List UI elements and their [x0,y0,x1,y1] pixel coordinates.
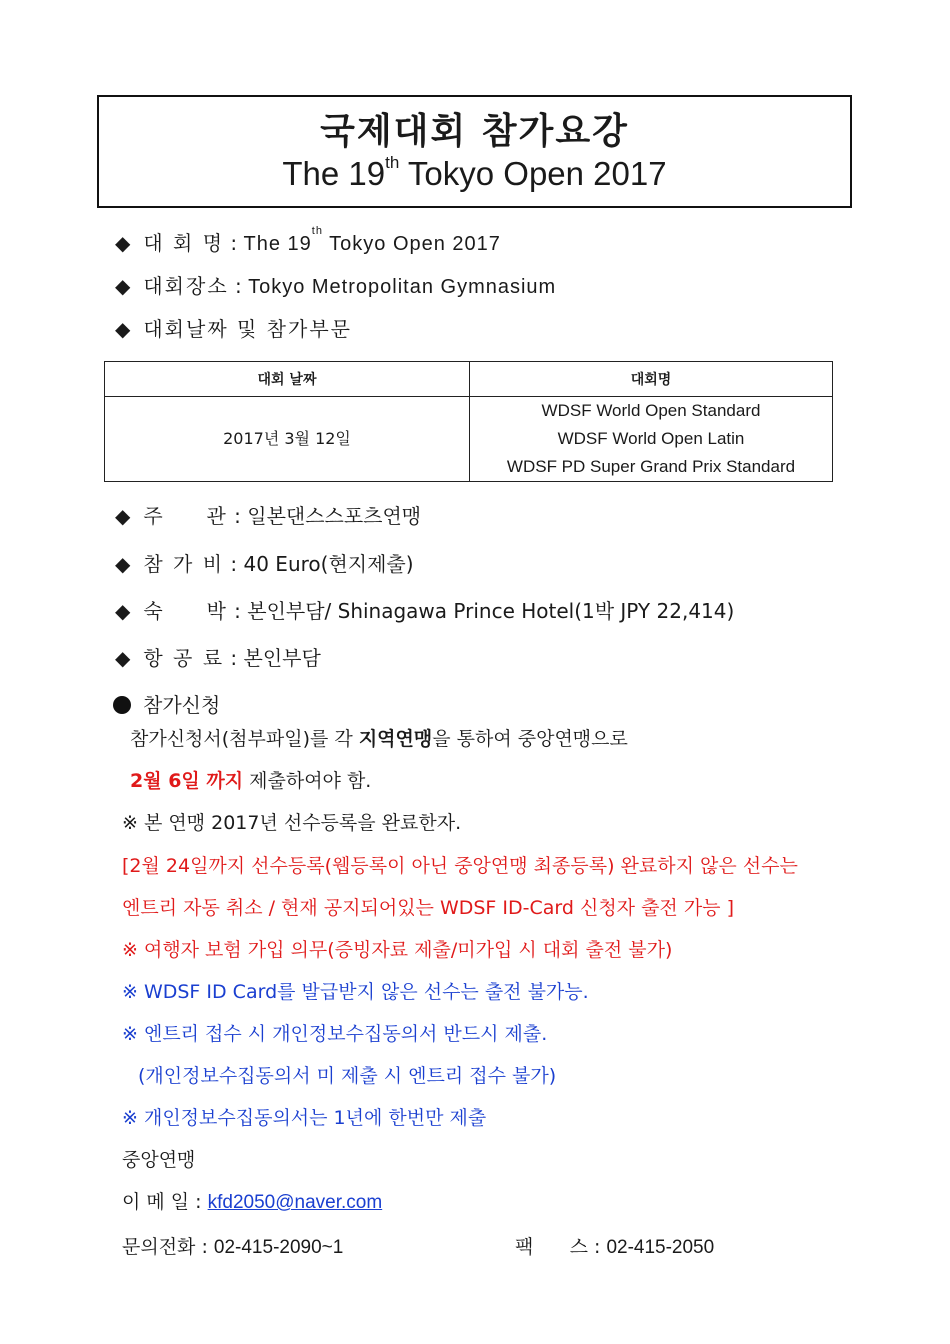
application-line1-pre: 참가신청서(첨부파일)를 각 [130,728,359,750]
diamond-bullet-icon: ◆ [115,504,131,528]
event-title-sup: th [385,153,400,172]
application-line1-post: 을 통하여 중앙연맹으로 [432,728,628,750]
diamond-bullet-icon: ◆ [115,552,131,576]
lodging-value: 본인부담/ Shinagawa Prince Hotel(1박 JPY 22,414) [247,599,735,623]
table-header-event: 대회명 [470,362,833,397]
event-title [99,155,850,193]
event-title-pre: The 19 [282,155,386,192]
fee-value: 40 Euro(현지제출) [243,552,414,576]
phone-label: 문의전화 : [122,1236,214,1258]
title-box [97,95,852,208]
schedule-label: 대회날짜 및 참가부문 [143,317,352,341]
diamond-bullet-icon: ◆ [115,274,131,298]
organizer-value: 일본댄스스포츠연맹 [247,504,422,528]
info-row-airfare: ◆ 항 공 료 : 본인부담 [115,646,321,670]
info-row-venue: ◆ 대회장소 : Tokyo Metropolitan Gymnasium [115,274,557,298]
application-heading-text: 참가신청 [143,693,221,717]
application-deadline [130,766,371,793]
table-header-row [105,362,833,397]
phone-value: 02-415-2090~1 [213,1237,344,1258]
fax-value: 02-415-2050 [606,1237,715,1258]
event-item: WDSF World Open Latin [557,429,745,448]
name-label: 대 회 명 [143,231,225,255]
table-row [105,397,833,482]
venue-value: Tokyo Metropolitan Gymnasium [248,276,557,298]
info-row-name: ◆ 대 회 명 : The 19th Tokyo Open 2017 [115,225,501,255]
event-item: WDSF World Open Standard [541,401,761,420]
fax-label: 팩 스 : [515,1236,607,1258]
note-deadline-line1: [2월 24일까지 선수등록(웹등록이 아닌 중앙연맹 최종등록) 완료하지 않은 선수는 [122,855,798,877]
note-consent-detail: (개인정보수집동의서 미 제출 시 엔트리 접수 불가) [138,1065,557,1087]
organizer-label: 주 관 [143,504,228,528]
email-label: 이 메 일 : [122,1191,208,1213]
contact-org: 중앙연맹 [122,1149,196,1171]
airfare-label: 항 공 료 [143,646,225,670]
diamond-bullet-icon: ◆ [115,599,131,623]
info-row-fee: ◆ 참 가 비 : 40 Euro(현지제출) [115,552,414,576]
note-registration: ※ 본 연맹 2017년 선수등록을 완료한자. [122,812,462,834]
deadline-text: 2월 6일 까지 [130,770,244,792]
contact-email-row [122,1187,382,1214]
note-consent: ※ 엔트리 접수 시 개인정보수집동의서 반드시 제출. [122,1023,548,1045]
schedule-table [104,361,833,482]
table-cell-date: 2017년 3월 12일 [105,397,470,482]
name-post: Tokyo Open 2017 [322,233,501,255]
email-link[interactable]: kfd2050@naver.com [207,1192,383,1213]
note-consent-once: ※ 개인정보수집동의서는 1년에 한번만 제출 [122,1107,487,1129]
application-line1-bold: 지역연맹 [358,728,433,750]
note-id-card: ※ WDSF ID Card를 발급받지 않은 선수는 출전 불가능. [122,981,589,1003]
contact-phone-row [122,1232,343,1259]
info-row-schedule [115,313,352,342]
note-deadline-line2: 엔트리 자동 취소 / 현재 공지되어있는 WDSF ID-Card 신청자 출전 가능 ] [122,897,734,919]
table-header-date: 대회 날짜 [105,362,470,397]
deadline-post: 제출하여야 함. [243,770,372,792]
application-heading [113,689,220,718]
table-cell-events [470,397,833,482]
application-line1 [130,724,628,751]
lodging-label: 숙 박 [143,599,228,623]
name-sup: th [311,225,323,237]
page-title: 국제대회 참가요강 [320,111,629,152]
name-pre: The 19 [243,233,312,255]
diamond-bullet-icon: ◆ [115,317,131,341]
diamond-bullet-icon: ◆ [115,646,131,670]
contact-fax-row [515,1232,714,1259]
event-item: WDSF PD Super Grand Prix Standard [506,457,796,476]
diamond-bullet-icon: ◆ [115,231,131,255]
note-insurance: ※ 여행자 보험 가입 의무(증빙자료 제출/미가입 시 대회 출전 불가) [122,939,673,961]
info-row-organizer: ◆ 주 관 : 일본댄스스포츠연맹 [115,504,422,528]
fee-label: 참 가 비 [143,552,225,576]
circle-bullet-icon [113,696,131,714]
info-row-lodging: ◆ 숙 박 : 본인부담/ Shinagawa Prince Hotel(1박 JPY 22,414) [115,599,735,623]
airfare-value: 본인부담 [243,646,321,670]
venue-label: 대회장소 [143,274,229,298]
event-title-post: Tokyo Open 2017 [399,155,667,192]
